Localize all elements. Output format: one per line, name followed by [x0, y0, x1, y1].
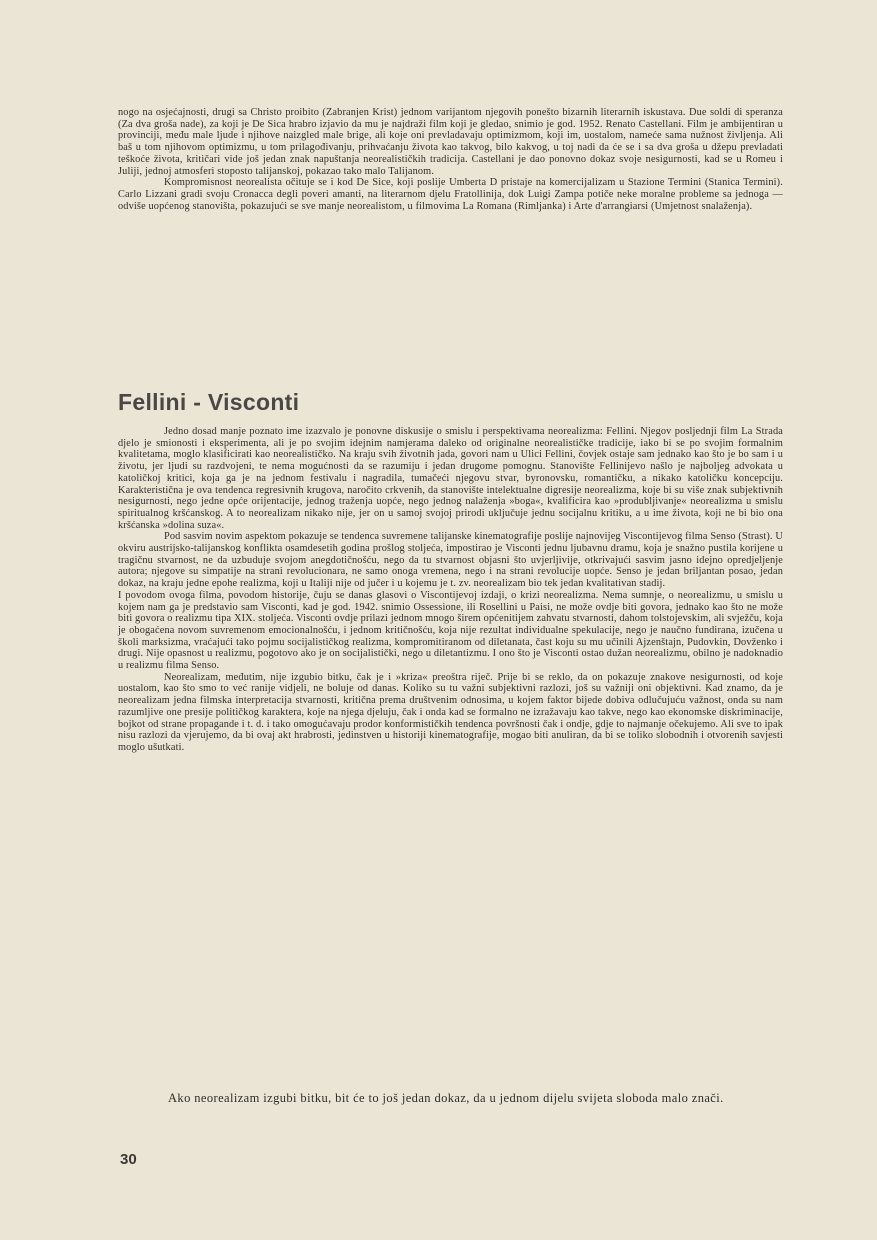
paragraph: Pod sasvim novim aspektom pokazuje se tendenca suvremene talijanske kinematografije poslije najnovijeg Viscontijevog filma Senso (Strast). U okviru austrijsko-talijanskog konflikta osamdesetih godina prošlog stoljeća, impostirao je Visconti jednu ljubavnu dramu, koja je snažno pustila korijene u tragičnu stvarnost, ne da uzbuduje svojom anegdotičnošću, nego da tu stvarnost objasni što uvjerljivije, otkrivajući sasvim jasno idejno opredjeljenje autora; njegove su simpatije na strani revolucionara, ne samo onoga vremena, nego i na strani revolucije uopće. Senso je jedan briljantan posao, jedan dokaz, na kraju jedne epohe realizma, koji u Italiji nije od jučer i u kojemu je t. zv. neorealizam bio tek jedan kvalitativan stadij. [118, 531, 783, 590]
section-heading: Fellini - Visconti [118, 389, 300, 415]
paragraph: Neorealizam, međutim, nije izgubio bitku, čak je i »kriza« preoštra riječ. Prije bi se reklo, da on pokazuje znakove nesigurnosti, od koje uostalom, kao što smo to već ranije vidjeli, ne boluje od danas. Koliko su tu važni subjektivni razlozi, još su važniji oni objektivni. Kad znamo, da je neorealizam jedna filmska interpretacija stvarnosti, kritična prema društvenim odnosima, u kojem faktor bijede dobiva odlučujuću važnost, onda su nam razumljive one presije političkog karaktera, koje na njega djeluju, čak i onda kad se formalno ne izražavaju kao takve, nego kao ekonomske diskriminacije, bojkot od strane propagande i t. d. i tako omogućavaju prodor konformističkih tendenca površnosti čak i ondje, gdje to najmanje očekujemo. Ali sve to ipak nisu razlozi da vjerujemo, da bi ovaj akt hrabrosti, jedinstven u historiji kinematografije, mogao biti anuliran, da bi se toliko slobodnih i otvorenih savjesti moglo ušutkati. [118, 671, 783, 753]
paragraph: Jedno dosad manje poznato ime izazvalo je ponovne diskusije o smislu i perspektivama neorealizma: Fellini. Njegov posljednji film La Strada djelo je smionosti i eksperimenta, ali je po svojim idejnim namjerama daleko od originalne neorealističke tradicije, iako bi se po svojim formalnim kvalitetama, moglo klasificirati kao neorealističko. Na kraju svih životnih jada, govori nam u Ulici Fellini, čovjek ostaje sam jednako kao što je bo sam i u životu, jer ljudi su razdvojeni, te nema mogućnosti da se razumiju i jedan drugome pomognu. Stanovište Fellinijevo našlo je najboljeg advokata u katoličkoj kritici, koja ga je na jednom festivalu i nagradila, tumačeći njegovu stvar, byronovsku, romantičku, a nikako katoličku koncepciju. Karakteristična je ova tendenca regresivnih krugova, naročito crkvenih, da stanovište intelektualne digresije neorealizma, koje bi su više znak subjektivnih nesigurnosti, nego jedne opće orijentacije, jednog traženja uopće, nego jednog nalaženja »boga«, kvalificira kao »produbljivanje« neorealizma u smislu spiritualnog kršćanskog. A to neorealizam nikako nije, jer on u samoj svojoj prirodi uključuje jednu socijalnu kritiku, a u ime života, koji ne bi bio ona kršćanska »dolina suza«. [118, 426, 783, 531]
intro-text-block [118, 107, 783, 212]
main-text-block [118, 426, 783, 754]
paragraph: I povodom ovoga filma, povodom historije, čuju se danas glasovi o Viscontijevoj izdaji, o krizi neorealizma. Nema sumnje, o neorealizmu, u smislu u kojem nam ga je predstavio sam Visconti, kad je god. 1942. snimio Ossessione, ili Rosellini u Paisi, ne može ovdje biti govora, jednako kao što ne može biti govora o realizmu tipa XIX. stoljeća. Visconti ovdje prilazi jednom mnogo širem općenitijem zahvatu stvarnosti, dahom tolstojevskim, ali svježču, koja je obogaćena novom suvremenom emocionalnošću, i jednom kritičnošću, koja nije rezultat individualne spekulacije, nego je naučno fundirana, izučena u školi marksizma, vraćajući tako pojmu socijalističkog realizma, kompromitiranom od diletanata, čast koju su mu učinili Ajzenštajn, Pudovkin, Dovženko i drugi. Nije opasnost u realizmu, pogotovo ako je on socijalistički, nego u diletantizmu. I ono što je Visconti ostao dužan neorealizmu, obilno je nadoknadio u realizmu filma Senso. [118, 589, 783, 672]
paragraph: Kompromisnost neorealista očituje se i kod De Sice, koji poslije Umberta D pristaje na komercijalizam u Stazione Termini (Stanica Termini). Carlo Lizzani gradi svoju Cronacca degli poveri amanti, na literarnom djelu Fratollinija, dok Luigi Zampa potiče neke moralne probleme sa jednoga — odviše uopćenog stanovišta, pokazujući se sve manje neorealistom, u filmovima La Romana (Rimljanka) i Arte d'arrangiarsi (Umjetnost snalaženja). [118, 177, 783, 212]
closing-sentence: Ako neorealizam izgubi bitku, bit će to još jedan dokaz, da u jednom dijelu svijeta sloboda malo znači. [168, 1091, 724, 1105]
page-number: 30 [120, 1151, 137, 1168]
paragraph: nogo na osjećajnosti, drugi sa Christo proibito (Zabranjen Krist) jednom varijantom njegovih ponešto bizarnih literarnih iskustava. Due soldi di speranza (Za dva groša nade), za koji je De Sica hrabro izjavio da mu je najdraži film koji je gledao, snimio je god. 1952. Renato Castellani. Film je ambijentiran u provinciji, među male ljude i njihove naizgled male brige, ali koje oni prevladavaju optimizmom, koji im, uostalom, nameće sama nužnost življenja. Ali baš u tom njihovom optimizmu, u tom prilagođivanju, prihvaćanju života kao takvog, bilo kakvog, u toj nadi da će se i sa dva groša u džepu prevladati teškoće života, kritičari vide još jedan znak napuštanja neorealističkih tradicija. Castellani je dao ponovno dokaz svoje nesigurnosti, kad se u Romeu i Juliji, jednoj atmosferi stoposto talijanskoj, pokazao tako malo Talijanom. [118, 107, 783, 177]
